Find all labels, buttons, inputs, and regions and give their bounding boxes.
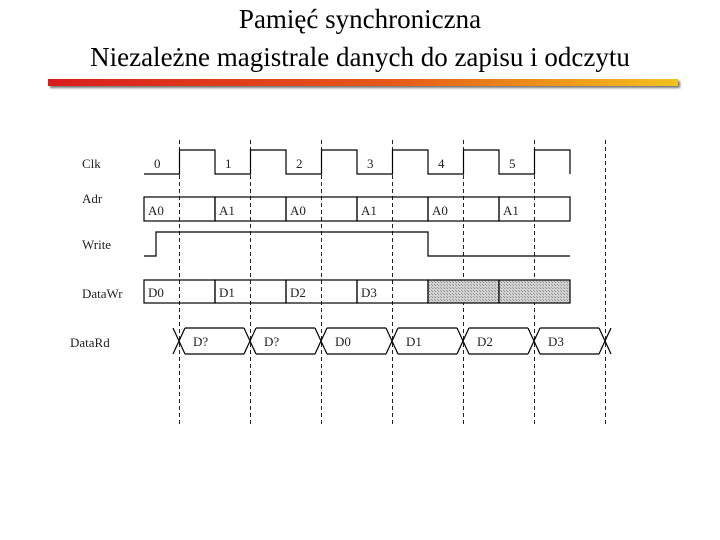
adr-row <box>82 191 570 221</box>
datard-value: D0 <box>335 334 351 349</box>
datard-value: D? <box>264 334 280 349</box>
slide-subtitle: Niezależne magistrale danych do zapisu i odczytu <box>90 42 630 72</box>
datard-label: DataRd <box>70 335 110 350</box>
datard-value: D3 <box>548 334 564 349</box>
clk-cycle-label: 0 <box>154 156 161 171</box>
slide-title: Pamięć synchroniczna <box>238 4 482 34</box>
clk-label: Clk <box>82 156 101 171</box>
adr-value: A0 <box>148 203 164 218</box>
clk-cycle-label: 3 <box>367 156 374 171</box>
datawr-dont-care <box>499 280 570 303</box>
adr-value: A1 <box>503 203 519 218</box>
write-label: Write <box>82 237 112 252</box>
datard-row <box>70 328 611 354</box>
clk-cycle-label: 2 <box>296 156 303 171</box>
datard-value: D2 <box>477 334 493 349</box>
clk-cycle-label: 5 <box>509 156 516 171</box>
datawr-dont-care <box>428 280 499 303</box>
datawr-value: D1 <box>219 285 235 300</box>
adr-value: A0 <box>432 203 448 218</box>
adr-value: A0 <box>290 203 306 218</box>
datard-value: D? <box>193 334 209 349</box>
write-waveform <box>144 232 570 256</box>
clk-row <box>82 150 570 174</box>
clk-waveform <box>144 150 570 174</box>
clk-cycle-label: 4 <box>438 156 445 171</box>
adr-label: Adr <box>82 191 103 206</box>
adr-value: A1 <box>361 203 377 218</box>
datawr-row <box>82 280 570 303</box>
datawr-value: D3 <box>361 285 377 300</box>
datawr-value: D0 <box>148 285 164 300</box>
clk-cycle-label: 1 <box>225 156 232 171</box>
datard-value: D1 <box>406 334 422 349</box>
datawr-value: D2 <box>290 285 306 300</box>
adr-value: A1 <box>219 203 235 218</box>
write-row <box>82 232 570 256</box>
datawr-label: DataWr <box>82 286 123 301</box>
